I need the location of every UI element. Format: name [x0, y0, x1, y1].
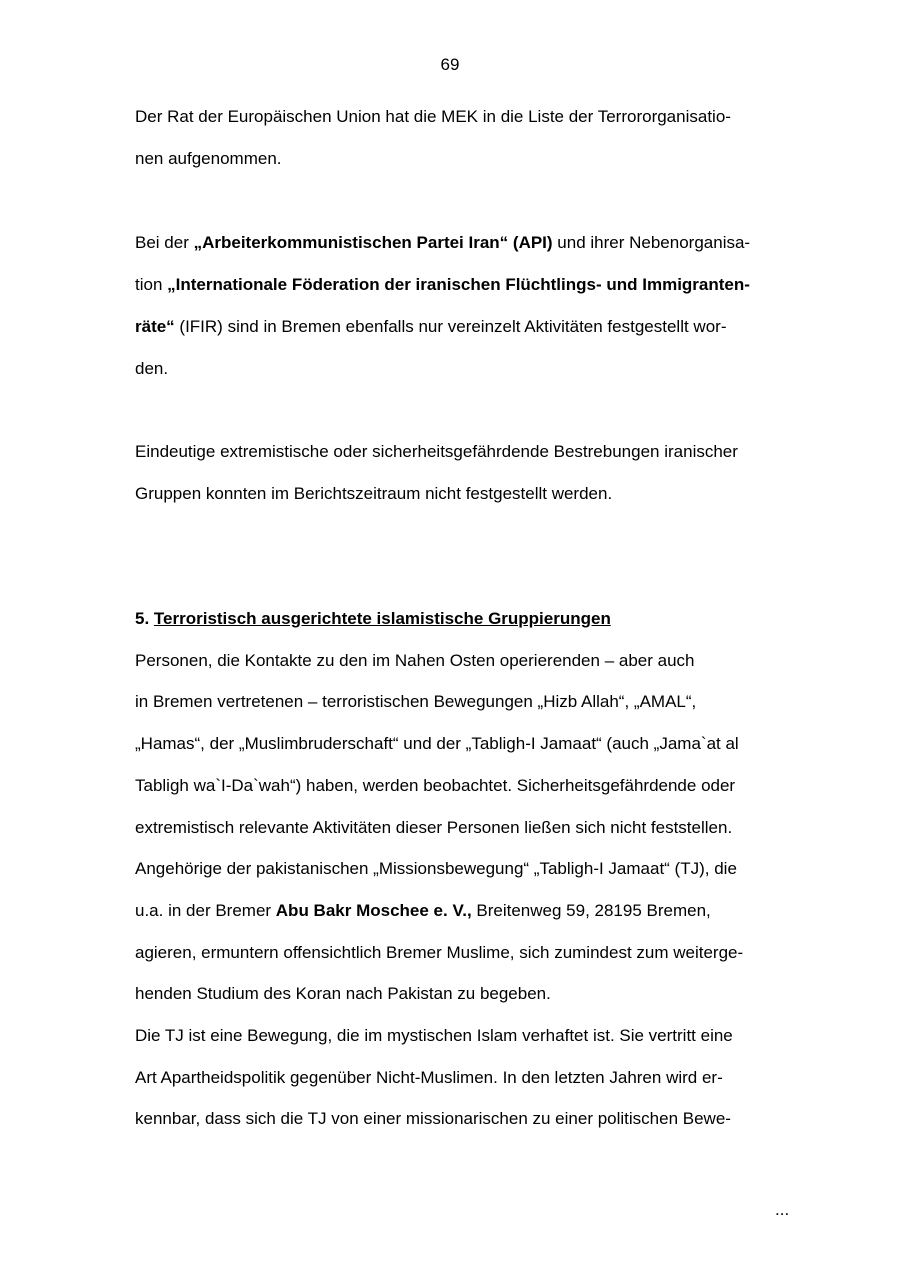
- paragraph-4-line-6: Angehörige der pakistanischen „Missionsbewegung“ „Tabligh-I Jamaat“ (TJ), die: [135, 859, 737, 878]
- mosque-name: Abu Bakr Moschee e. V.,: [275, 901, 472, 920]
- text-run: Bei der: [135, 233, 194, 252]
- federation-name-ifir: „Internationale Föderation der iranischen Flüchtlings- und Immigranten-: [167, 275, 750, 294]
- federation-name-ifir-end: räte“: [135, 317, 175, 336]
- paragraph-4-line-8: agieren, ermuntern offensichtlich Bremer Muslime, sich zumindest zum weiterge-: [135, 943, 744, 962]
- paragraph-1-line-1: Der Rat der Europäischen Union hat die MEK in die Liste der Terrororganisatio-: [135, 107, 731, 126]
- section-heading: [135, 609, 611, 629]
- paragraph-5-line-1: Die TJ ist eine Bewegung, die im mystischen Islam verhaftet ist. Sie vertritt eine: [135, 1026, 733, 1045]
- page-number: 69: [440, 55, 460, 74]
- paragraph-2-line-2: [135, 275, 750, 295]
- paragraph-4-line-5: extremistisch relevante Aktivitäten dieser Personen ließen sich nicht feststellen.: [135, 818, 733, 837]
- paragraph-3-line-2: Gruppen konnten im Berichtszeitraum nicht festgestellt werden.: [135, 484, 613, 503]
- paragraph-4-line-1: Personen, die Kontakte zu den im Nahen Osten operierenden – aber auch: [135, 651, 695, 670]
- section-title: Terroristisch ausgerichtete islamistische Gruppierungen: [153, 609, 611, 628]
- paragraph-2-line-3: [135, 317, 726, 337]
- address-text: Breitenweg 59, 28195 Bremen,: [471, 901, 711, 920]
- text-run: u.a. in der Bremer: [135, 901, 276, 920]
- paragraph-4-line-2: in Bremen vertretenen – terroristischen Bewegungen „Hizb Allah“, „AMAL“,: [135, 692, 697, 711]
- paragraph-4-line-4: Tabligh wa`I-Da`wah“) haben, werden beobachtet. Sicherheitsgefährdende oder: [135, 776, 736, 795]
- paragraph-1-line-2: nen aufgenommen.: [135, 149, 282, 168]
- paragraph-5-line-2: Art Apartheidspolitik gegenüber Nicht-Muslimen. In den letzten Jahren wird er-: [135, 1068, 723, 1087]
- party-name-api: „Arbeiterkommunistischen Partei Iran“ (API): [193, 233, 553, 252]
- paragraph-4-line-7: [135, 901, 711, 921]
- paragraph-2-line-1: [135, 233, 750, 253]
- paragraph-4-line-9: henden Studium des Koran nach Pakistan zu begeben.: [135, 984, 551, 1003]
- text-run: tion: [135, 275, 168, 294]
- text-run: und ihrer Nebenorganisa-: [552, 233, 751, 252]
- paragraph-4-line-3: „Hamas“, der „Muslimbruderschaft“ und der „Tabligh-I Jamaat“ (auch „Jama`at al: [135, 734, 739, 753]
- continuation-mark: ...: [775, 1200, 790, 1219]
- paragraph-3-line-1: Eindeutige extremistische oder sicherheitsgefährdende Bestrebungen iranischer: [135, 442, 738, 461]
- text-run: (IFIR) sind in Bremen ebenfalls nur vereinzelt Aktivitäten festgestellt wor-: [174, 317, 727, 336]
- paragraph-2-line-4: den.: [135, 359, 169, 378]
- section-number: 5.: [135, 609, 154, 628]
- paragraph-5-line-3: kennbar, dass sich die TJ von einer missionarischen zu einer politischen Bewe-: [135, 1109, 731, 1128]
